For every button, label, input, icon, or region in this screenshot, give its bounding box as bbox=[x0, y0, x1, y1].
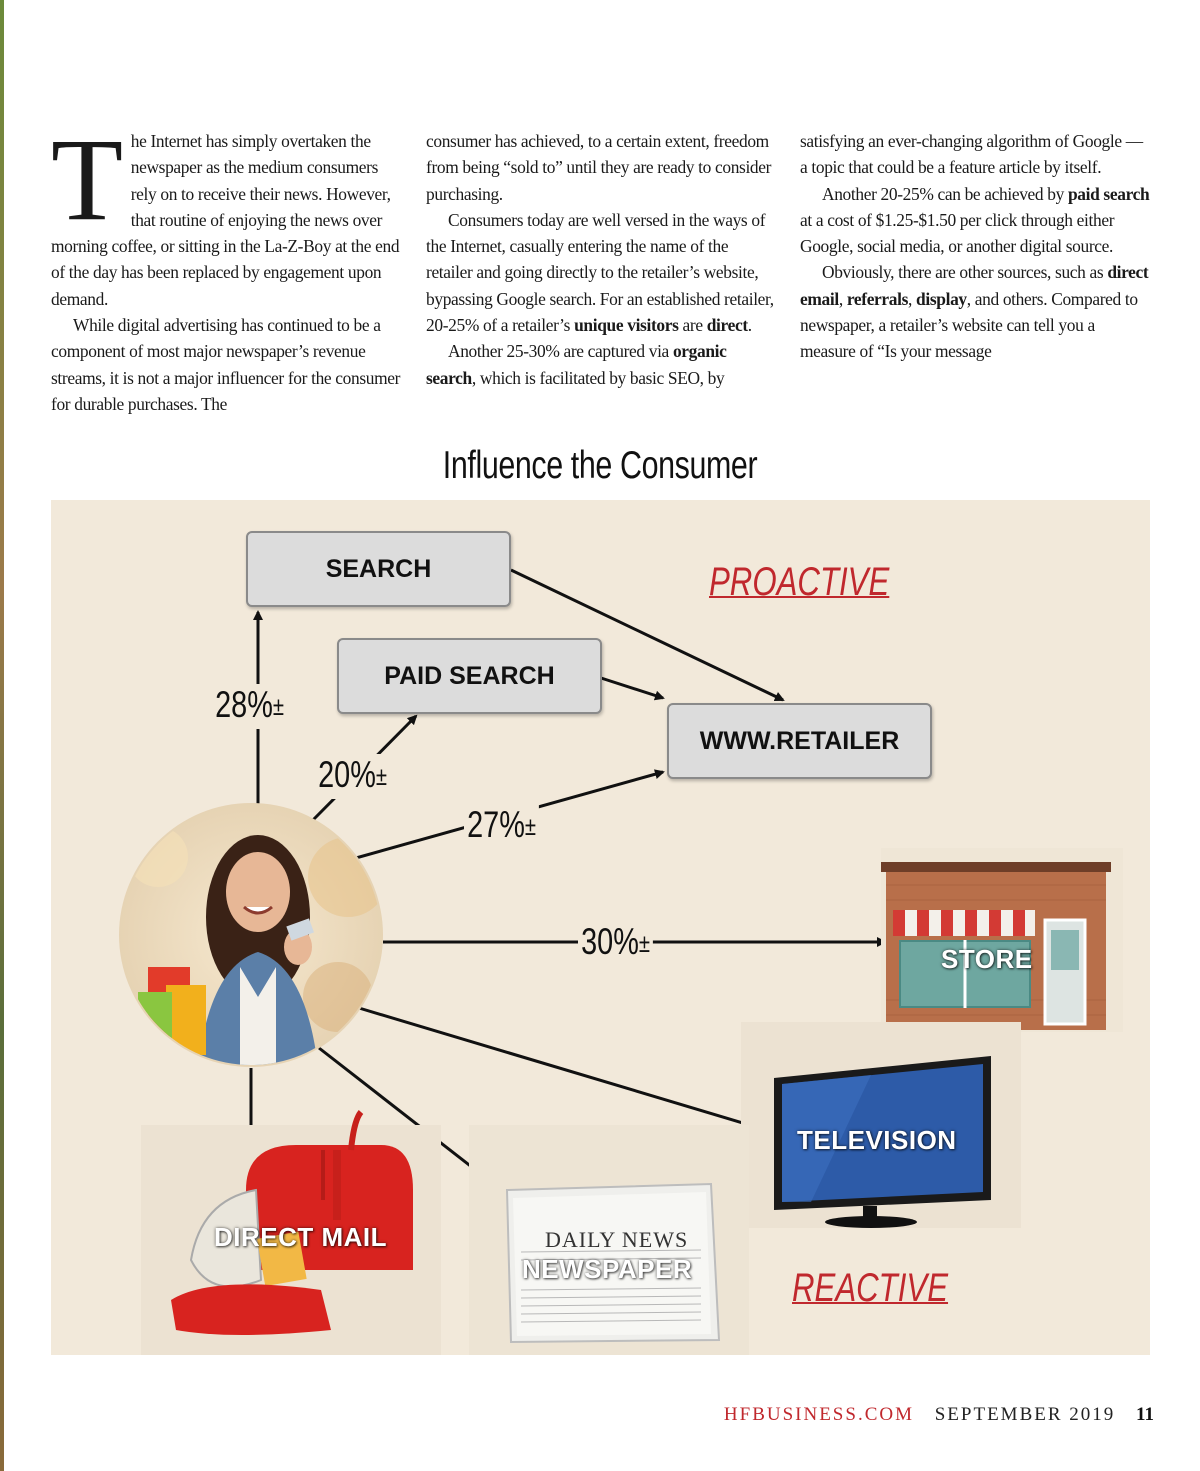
page-edge-strip bbox=[0, 0, 4, 1471]
paid-search-box: PAID SEARCH bbox=[337, 638, 602, 714]
store-illustration bbox=[881, 848, 1123, 1032]
retailer-percentage: 27%± bbox=[464, 804, 539, 849]
television-label: TELEVISION bbox=[797, 1125, 957, 1155]
footer-site: HFBUSINESS.COM bbox=[723, 1404, 914, 1425]
retailer-box: WWW.RETAILER bbox=[667, 703, 932, 779]
reactive-label: REACTIVE bbox=[792, 1266, 949, 1310]
drop-cap: T bbox=[51, 114, 123, 245]
store-percentage: 30%± bbox=[578, 921, 653, 966]
footer-date: SEPTEMBER 2019 bbox=[934, 1404, 1116, 1425]
paragraph-2: While digital advertising has continued to be a component of most major newspaper’s revenue streams, it is not a major influencer for the consumer for durable purchases. The bbox=[51, 315, 401, 414]
newspaper-label: NEWSPAPER bbox=[522, 1254, 693, 1284]
page-footer bbox=[724, 1404, 1154, 1426]
search-percentage: 28%± bbox=[212, 684, 287, 729]
paragraph-1: The Internet has simply overtaken the newspaper as the medium consumers rely on to receive their news. However, that routine of enjoying the news over morning coffee, or sitting in the La-Z-Boy at the end of the day has been replaced by engagement upon demand. bbox=[51, 114, 400, 309]
newspaper-illustration bbox=[469, 1125, 749, 1355]
diagram-panel bbox=[51, 500, 1150, 1355]
article-column-3 bbox=[800, 128, 1152, 365]
search-box: SEARCH bbox=[246, 531, 511, 607]
figure-title: Influence the Consumer bbox=[442, 444, 758, 487]
page-number: 11 bbox=[1136, 1404, 1154, 1425]
newspaper-masthead: DAILY NEWS bbox=[545, 1227, 689, 1252]
store-label: STORE bbox=[941, 944, 1033, 974]
article-column-1 bbox=[51, 114, 403, 417]
article-column-2 bbox=[426, 128, 778, 391]
paragraph-4: Consumers today are well versed in the ways of the Internet, casually entering the name of the retailer and going directly to the retailer’s website, bypassing Google search. For an established retailer, 20-25% of a retailer’s unique visitors are direct. bbox=[426, 209, 774, 336]
proactive-label: PROACTIVE bbox=[709, 560, 890, 604]
paragraph-7: Another 20-25% can be achieved by paid search at a cost of $1.25-$1.50 per click through either Google, social media, or another digital source. bbox=[800, 183, 1150, 257]
arrow-paidsearch-to-retailer bbox=[601, 678, 663, 698]
shopper-photo bbox=[119, 803, 388, 1067]
paragraph-5: Another 25-30% are captured via organic search, which is facilitated by basic SEO, by bbox=[426, 341, 727, 388]
paragraph-6: satisfying an ever-changing algorithm of Google — a topic that could be a feature article by itself. bbox=[800, 131, 1143, 178]
paid-search-percentage: 20%± bbox=[315, 754, 390, 799]
arrow-to-television bbox=[359, 1008, 773, 1132]
paragraph-8: Obviously, there are other sources, such as direct email, referrals, display, and others. Compared to newspaper, a retailer’s website can tell you a measure of “Is your message bbox=[800, 262, 1149, 362]
paragraph-3: consumer has achieved, to a certain extent, freedom from being “sold to” until they are ready to consider purchasing. bbox=[426, 131, 772, 204]
direct-mail-label: DIRECT MAIL bbox=[214, 1222, 388, 1252]
